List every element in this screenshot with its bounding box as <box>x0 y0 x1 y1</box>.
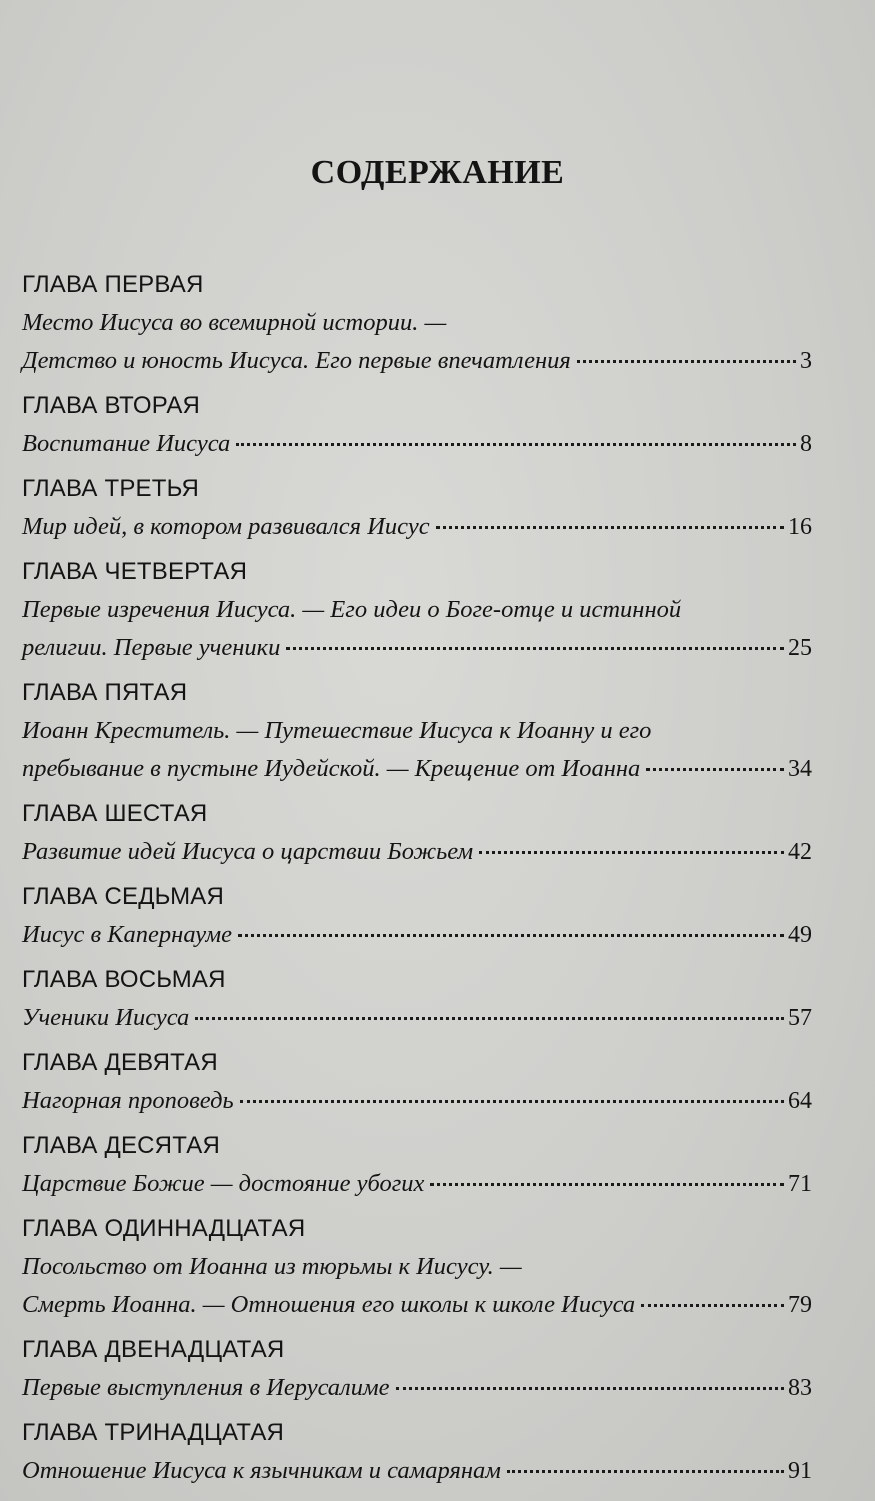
page-title: СОДЕРЖАНИЕ <box>310 154 565 191</box>
toc-entry[interactable] <box>22 508 812 546</box>
toc-chapter <box>22 1331 812 1407</box>
dot-leader <box>641 1304 784 1307</box>
toc-entry[interactable] <box>22 1082 812 1120</box>
page-number: 49 <box>788 922 812 948</box>
chapter-heading: ГЛАВА ОДИННАДЦАТАЯ <box>22 1215 306 1242</box>
page-number: 64 <box>788 1088 812 1114</box>
chapter-heading: ГЛАВА ЧЕТВЕРТАЯ <box>22 558 248 585</box>
page-number: 57 <box>788 1005 812 1031</box>
chapter-heading: ГЛАВА ПЯТАЯ <box>22 679 188 706</box>
chapter-heading: ГЛАВА ДВЕНАДЦАТАЯ <box>22 1336 285 1363</box>
toc-entry[interactable] <box>22 916 812 954</box>
chapter-title-text: Нагорная проповедь <box>22 1087 234 1114</box>
toc-entry[interactable] <box>22 1369 812 1407</box>
page-number: 3 <box>800 348 812 374</box>
chapter-title-line: Первые изречения Иисуса. — Его идеи о Боге-отце и истинной <box>22 596 682 623</box>
toc-chapter <box>22 470 812 546</box>
toc-entry[interactable] <box>22 1165 812 1203</box>
page-number: 16 <box>788 514 812 540</box>
chapter-heading: ГЛАВА ДЕВЯТАЯ <box>22 1049 218 1076</box>
toc-entry[interactable] <box>22 833 812 871</box>
chapter-title-line: Место Иисуса во всемирной истории. — <box>22 309 447 336</box>
toc-chapter <box>22 1414 812 1490</box>
page-number: 34 <box>788 756 812 782</box>
dot-leader <box>430 1183 784 1186</box>
toc-entry[interactable] <box>22 1286 812 1324</box>
toc-entry[interactable] <box>22 999 812 1037</box>
toc-chapter <box>22 961 812 1037</box>
dot-leader <box>286 647 784 650</box>
toc-chapter <box>22 1044 812 1120</box>
table-of-contents <box>22 266 812 1497</box>
chapter-heading: ГЛАВА СЕДЬМАЯ <box>22 883 225 910</box>
dot-leader <box>238 934 784 937</box>
toc-chapter <box>22 1127 812 1203</box>
chapter-title-text: Ученики Иисуса <box>22 1004 190 1031</box>
toc-chapter <box>22 266 812 380</box>
dot-leader <box>507 1470 784 1473</box>
page-number: 8 <box>800 431 812 457</box>
toc-chapter <box>22 553 812 667</box>
dot-leader <box>646 768 784 771</box>
toc-chapter <box>22 795 812 871</box>
toc-chapter <box>22 674 812 788</box>
page-number: 83 <box>788 1375 812 1401</box>
chapter-title-text: Первые выступления в Иерусалиме <box>22 1374 390 1401</box>
chapter-title-text: пребывание в пустыне Иудейской. — Крещение от Иоанна <box>22 755 641 782</box>
page-number: 91 <box>788 1458 812 1484</box>
chapter-heading: ГЛАВА ТРИНАДЦАТАЯ <box>22 1419 285 1446</box>
page-number: 42 <box>788 839 812 865</box>
toc-entry[interactable] <box>22 1452 812 1490</box>
dot-leader <box>396 1387 785 1390</box>
chapter-title-text: Мир идей, в котором развивался Иисус <box>22 513 430 540</box>
chapter-heading: ГЛАВА ТРЕТЬЯ <box>22 475 200 502</box>
toc-entry[interactable] <box>22 425 812 463</box>
chapter-title-text: Развитие идей Иисуса о царствии Божьем <box>22 838 474 865</box>
dot-leader <box>436 526 784 529</box>
chapter-title-text: Отношение Иисуса к язычникам и самарянам <box>22 1457 501 1484</box>
page-number: 79 <box>788 1292 812 1318</box>
chapter-heading: ГЛАВА ШЕСТАЯ <box>22 800 208 827</box>
chapter-title-line: Иоанн Креститель. — Путешествие Иисуса к Иоанну и его <box>22 717 652 744</box>
chapter-title-text: Иисус в Капернауме <box>22 921 233 948</box>
chapter-heading: ГЛАВА ДЕСЯТАЯ <box>22 1132 221 1159</box>
dot-leader <box>240 1100 784 1103</box>
chapter-title-text: Смерть Иоанна. — Отношения его школы к школе Иисуса <box>22 1291 636 1318</box>
toc-entry[interactable] <box>22 629 812 667</box>
toc-entry[interactable] <box>22 750 812 788</box>
chapter-title-line: Посольство от Иоанна из тюрьмы к Иисусу. — <box>22 1253 522 1280</box>
chapter-heading: ГЛАВА ПЕРВАЯ <box>22 271 204 298</box>
page-number: 25 <box>788 635 812 661</box>
page-number: 71 <box>788 1171 812 1197</box>
chapter-title-text: религии. Первые ученики <box>22 634 281 661</box>
toc-entry[interactable] <box>22 342 812 380</box>
dot-leader <box>236 443 796 446</box>
toc-chapter <box>22 387 812 463</box>
dot-leader <box>479 851 784 854</box>
toc-chapter <box>22 878 812 954</box>
chapter-title-text: Царствие Божие — достояние убогих <box>22 1170 425 1197</box>
chapter-title-text: Воспитание Иисуса <box>22 430 231 457</box>
chapter-heading: ГЛАВА ВОСЬМАЯ <box>22 966 226 993</box>
dot-leader <box>195 1017 784 1020</box>
chapter-title-text: Детство и юность Иисуса. Его первые впечатления <box>22 347 571 374</box>
dot-leader <box>577 360 796 363</box>
toc-chapter <box>22 1210 812 1324</box>
chapter-heading: ГЛАВА ВТОРАЯ <box>22 392 201 419</box>
